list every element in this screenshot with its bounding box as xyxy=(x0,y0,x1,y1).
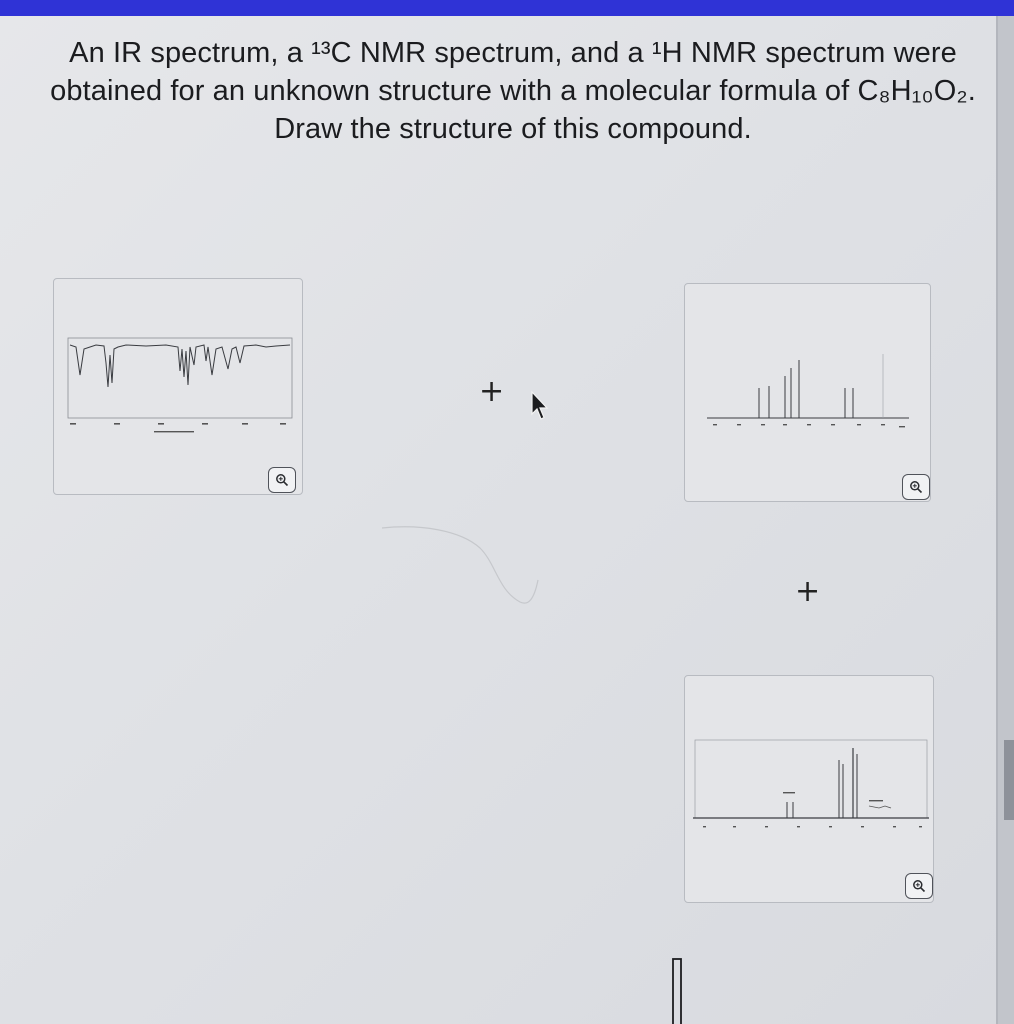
mouse-pointer-icon xyxy=(530,390,550,422)
magnifier-zoom-icon xyxy=(912,879,926,893)
ir-zoom-button[interactable] xyxy=(268,467,296,493)
ir-spectrum-panel[interactable] xyxy=(53,278,303,495)
text-cursor-icon xyxy=(671,957,683,1024)
question-text: An IR spectrum, a ¹³C NMR spectrum, and a ¹H NMR spectrum were obtained for an unknown structure with a molecular formula of C₈H₁₀O₂. Draw the structure of this compound. xyxy=(50,37,976,145)
scrollbar-thumb[interactable] xyxy=(1004,740,1014,820)
right-scroll-frame[interactable] xyxy=(996,16,1014,1024)
h1-nmr-panel[interactable] xyxy=(684,675,934,903)
c13-nmr-panel[interactable] xyxy=(684,283,931,502)
add-point-button[interactable]: + xyxy=(479,374,505,409)
magnifier-zoom-icon xyxy=(909,480,923,494)
ir-spectrum-image xyxy=(66,335,294,440)
add-point-button[interactable]: + xyxy=(795,574,821,609)
h1-zoom-button[interactable] xyxy=(905,873,933,899)
magnifier-zoom-icon xyxy=(275,473,289,487)
c13-nmr-spectrum-image xyxy=(707,348,909,438)
faint-drawing-stroke xyxy=(380,520,540,610)
h1-nmr-spectrum-image xyxy=(693,736,929,846)
c13-zoom-button[interactable] xyxy=(902,474,930,500)
top-bar xyxy=(0,0,1014,16)
